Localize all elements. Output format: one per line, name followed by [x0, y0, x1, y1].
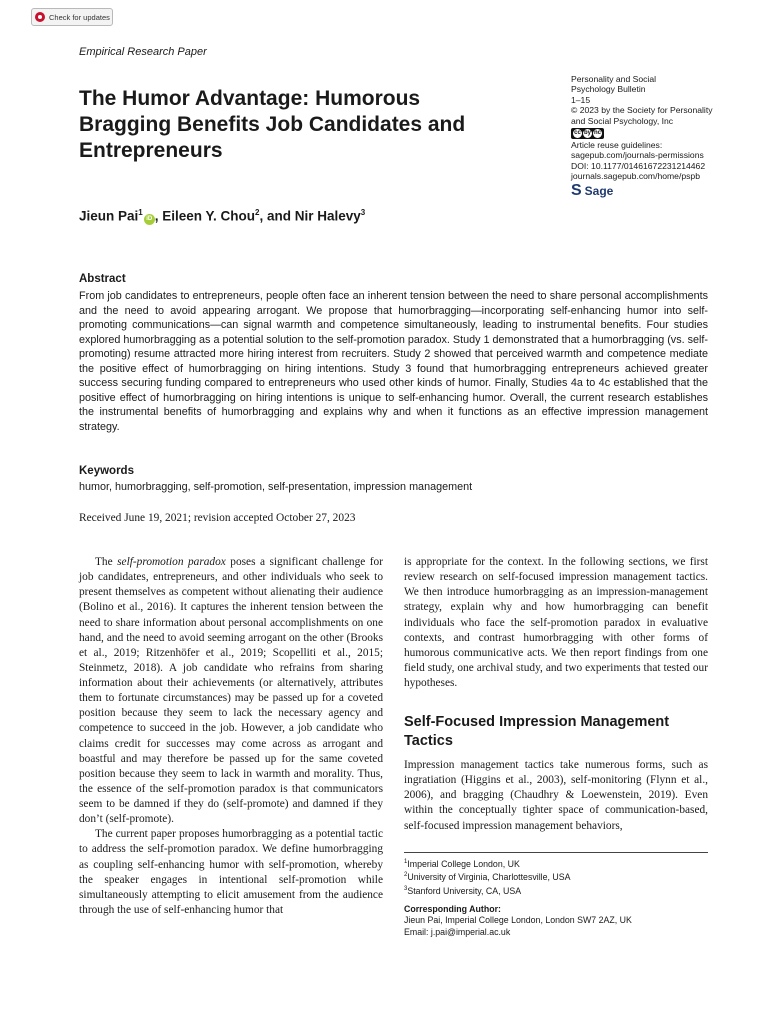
author-affiliation-mark: 1	[138, 208, 143, 217]
footnote-text: Imperial College London, UK	[407, 858, 520, 869]
journal-pages: 1–15	[571, 94, 591, 105]
paper-title: The Humor Advantage: Humorous Bragging Benefits Job Candidates and Entrepreneurs	[79, 87, 466, 162]
nc-icon: nc	[593, 130, 601, 137]
by-icon: by	[583, 130, 591, 137]
received-dates: Received June 19, 2021; revision accepted October 27, 2023	[79, 512, 356, 524]
cc-icon: cc	[574, 130, 581, 137]
body-column-right-continued	[404, 758, 708, 834]
sage-s-icon: S	[571, 181, 582, 199]
body-paragraph: Impression management tactics take numerous forms, such as ingratiation (Higgins et al., 2003), self-monitoring (Flynn et al., 2006), and bragging (Chaudhry & Loewenstein, 2019). Even within the conceptually tighter space of communication-based, self-focused impression management behaviors,	[404, 759, 708, 832]
orcid-icon[interactable]: iD	[144, 214, 155, 225]
journal-info	[571, 74, 741, 199]
copyright-line1: © 2023 by the Society for Personality	[571, 105, 713, 116]
affiliation-footnotes	[404, 857, 570, 897]
footnote-item	[404, 870, 570, 883]
footnote-number: 3	[404, 885, 408, 892]
reuse-link[interactable]: sagepub.com/journals-permissions	[571, 150, 704, 161]
author-affiliation-mark: 3	[360, 208, 366, 217]
paragraph-text: poses a significant challenge for job candidates, entrepreneurs, and other individuals who seek to present themselves as competent without alienating their audience (Bolino et al., 2016). It captures the inherent tension between the need to share information about personal accomplishments on one hand, and the need to avoid seeming arrogant on the other (Brooks et al., 2019; Ritzenhöfer et al., 2019; Scopelliti et al., 2015; Steinmetz, 2018). A job candidate who refrains from sharing information about their achievements (or alternatively, attributes them to fortunate circumstances) may be passed up for a coveted position because they seem to lack the necessary agency and competence to succeed in the job. However, a job candidate who claims credit for successes may come across as arrogant and boastful and may therefore be passed up for the same coveted position because they seem to lack in warmth and morality. Thus, the essence of the self-promotion paradox is that communicators seem to be damned if they do (self-promote) and damned if they don’t (self-promote).	[79, 556, 383, 826]
author-list	[79, 208, 365, 225]
article-type: Empirical Research Paper	[79, 46, 207, 58]
author-name: , Eileen Y. Chou	[154, 208, 256, 224]
footnote-item	[404, 857, 570, 870]
paragraph-lead: The	[95, 556, 118, 568]
footnote-number: 2	[404, 872, 408, 879]
footnote-text: Stanford University, CA, USA	[407, 885, 522, 896]
check-for-updates-badge[interactable]	[31, 8, 113, 26]
journal-name-line1: Personality and Social	[571, 74, 657, 84]
term-emphasis: self-promotion paradox	[117, 556, 226, 568]
author-name: Jieun Pai	[79, 208, 139, 224]
body-paragraph: is appropriate for the context. In the following sections, we first review research on self-focused impression management tactics. We then introduce humorbragging as an impression-management strategy, explain why and how humorbragging can benefit individuals who face the self-promotion paradox in evaluative contexts, and contrast humorbragging with other forms of humorous communicative acts. We then report findings from one field study, one archival study, and two experiments that tested our hypotheses.	[404, 556, 708, 689]
body-column-right	[404, 555, 708, 691]
footnote-divider	[404, 852, 708, 853]
publisher-name: Sage	[584, 183, 614, 198]
body-paragraph: The current paper proposes humorbragging as a potential tactic to address the self-promotion paradox. We define humorbragging as coupling self-enhancing humor with self-promotion, whereby the speaker engages in intentional self-promotion while simultaneously attempting to elicit amusement from the audience through the use of self-enhancing humor that	[79, 828, 383, 916]
author-name: , and Nir Halevy	[259, 208, 361, 224]
corresponding-address: Jieun Pai, Imperial College London, London SW7 2AZ, UK	[404, 915, 632, 926]
keywords-body: humor, humorbragging, self-promotion, self-presentation, impression management	[79, 481, 473, 493]
journal-link[interactable]: journals.sagepub.com/home/pspb	[571, 171, 700, 182]
corresponding-email[interactable]: Email: j.pai@imperial.ac.uk	[404, 926, 511, 937]
body-paragraph	[79, 555, 383, 827]
body-column-left	[79, 555, 383, 918]
copyright-line2: and Social Psychology, Inc	[571, 115, 674, 126]
keywords-heading: Keywords	[79, 465, 134, 477]
corresponding-author	[404, 904, 632, 938]
abstract-body: From job candidates to entrepreneurs, people often face an inherent tension between the need to share personal accomplishments and the need to avoid appearing arrogant. We propose that humorbragging—incorporating self-enhancing humor into self-promoting communications—can signal warmth and competence simultaneously, leading to instrumental benefits. Four studies explored humorbragging as a potential solution to the self-promotion paradox. Study 1 demonstrated that a humorbragging (vs. self-promoting) resume attracted more hiring interest from recruiters. Study 2 showed that perceived warmth and competence mediate the positive effect of humorbragging on hiring intentions. Study 3 found that humorbragging entrepreneurs achieved greater success securing funding compared to entrepreneurs who used other kinds of humor. Finally, Studies 4a to 4c established that the positive effect of humorbragging on hiring intentions is unique to self-enhancing humor. Overall, the current research establishes the instrumental benefits of humorbragging and explains why and when it functions as an effective impression management strategy.	[79, 290, 708, 433]
reuse-label: Article reuse guidelines:	[571, 140, 663, 151]
corresponding-label: Corresponding Author:	[404, 904, 501, 914]
journal-name-line2: Psychology Bulletin	[571, 84, 646, 95]
creative-commons-license-icon	[571, 128, 604, 139]
footnote-text: University of Virginia, Charlottesville, USA	[407, 872, 571, 883]
crossmark-icon	[35, 12, 45, 22]
footnote-item	[404, 884, 570, 897]
footnote-number: 1	[404, 859, 408, 865]
doi-link[interactable]: DOI: 10.1177/01461672231214462	[571, 160, 706, 171]
publisher-logo	[571, 181, 741, 199]
author-affiliation-mark: 2	[255, 208, 260, 217]
abstract-heading: Abstract	[79, 273, 126, 285]
check-for-updates-label: Check for updates	[49, 12, 110, 22]
section-heading: Self-Focused Impression Management Tactics	[404, 714, 670, 749]
